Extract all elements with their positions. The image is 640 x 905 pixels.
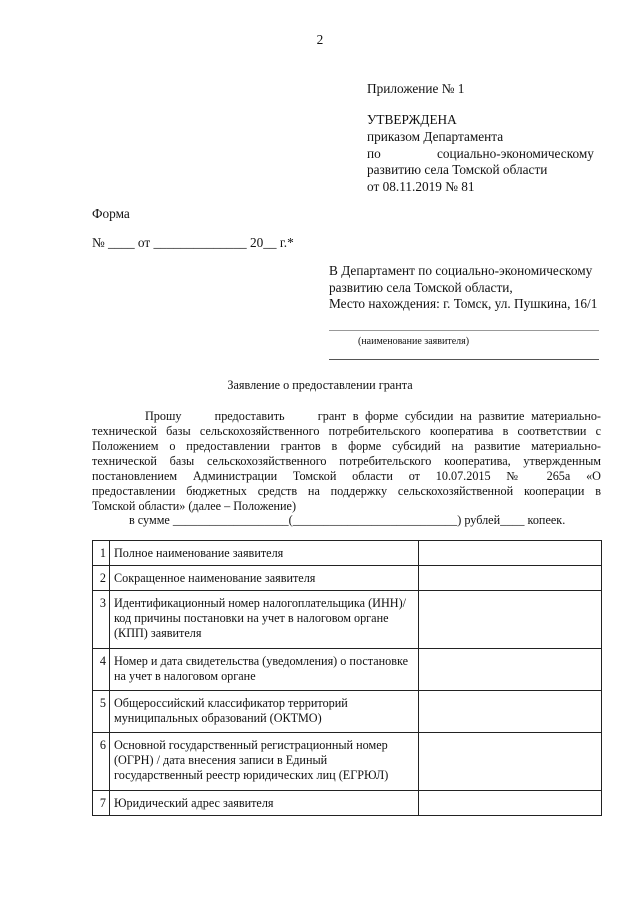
row-value-field[interactable]: [419, 591, 602, 649]
row-number: 3: [93, 591, 110, 649]
row-number: 5: [93, 691, 110, 733]
row-number: 7: [93, 791, 110, 816]
applicant-name-line-2: [329, 359, 599, 360]
row-number: 6: [93, 733, 110, 791]
approval-line1: приказом Департамента: [367, 129, 504, 144]
row-value-field[interactable]: [419, 566, 602, 591]
row-value-field[interactable]: [419, 691, 602, 733]
body-line-2: технической базы сельскохозяйственного потребительского кооператива в соответствии с: [92, 424, 601, 438]
row-number: 1: [93, 541, 110, 566]
addressee-line2: развитию села Томской области,: [329, 280, 513, 295]
appendix-label: Приложение № 1: [367, 81, 465, 96]
number-date-line: № ____ от ______________ 20__ г.*: [92, 235, 294, 250]
row-label: Полное наименование заявителя: [110, 541, 419, 566]
row-label: Общероссийский классификатор территорий муниципальных образований (ОКТМО): [110, 691, 419, 733]
approval-line4: от 08.11.2019 № 81: [367, 179, 475, 194]
applicant-caption: (наименование заявителя): [358, 336, 470, 347]
approval-line2-suffix: социально-экономическому: [437, 146, 594, 161]
table-row: [93, 649, 602, 691]
page-number: 2: [316, 32, 324, 47]
table-row: [93, 566, 602, 591]
body-line-3: Положением о предоставлении грантов в форме субсидий на развитие материально-: [92, 439, 601, 453]
applicant-data-table: [92, 540, 602, 816]
row-value-field[interactable]: [419, 791, 602, 816]
addressee-line1: В Департамент по социально-экономическому: [329, 263, 593, 278]
row-number: 2: [93, 566, 110, 591]
row-label: Номер и дата свидетельства (уведомления) о постановке на учет в налоговом органе: [110, 649, 419, 691]
row-value-field[interactable]: [419, 733, 602, 791]
body-line-4: технической базы сельскохозяйственного потребительского кооператива, утвержденным: [92, 454, 601, 468]
table-row: [93, 691, 602, 733]
row-label: Юридический адрес заявителя: [110, 791, 419, 816]
amount-line: в сумме ___________________(___________________________) рублей____ копеек.: [129, 513, 566, 527]
table-row: [93, 591, 602, 649]
row-label: Сокращенное наименование заявителя: [110, 566, 419, 591]
table-row: [93, 791, 602, 816]
form-label: Форма: [92, 206, 130, 221]
body-line-5: постановлением Администрации Томской области от 10.07.2015 № 265а «О: [92, 469, 601, 483]
approval-line3: развитию села Томской области: [367, 162, 548, 177]
addressee-line3: Место нахождения: г. Томск, ул. Пушкина, 16/1: [329, 296, 598, 311]
table-row: [93, 733, 602, 791]
applicant-name-line: [329, 330, 599, 331]
body-line-6: предоставлении бюджетных средств на поддержку сельскохозяйственной кооперации в: [92, 484, 601, 498]
approval-line2-prefix: по: [367, 146, 381, 161]
row-label: Идентификационный номер налогоплательщика (ИНН)/ код причины постановки на учет в налоговом органе (КПП) заявителя: [110, 591, 419, 649]
document-title: Заявление о предоставлении гранта: [227, 378, 413, 392]
body-line-1: Прошу предоставить грант в форме субсидии на развитие материально-: [145, 409, 601, 423]
body-line-7: Томской области» (далее – Положение): [92, 499, 297, 513]
row-value-field[interactable]: [419, 649, 602, 691]
table-row: [93, 541, 602, 566]
row-value-field[interactable]: [419, 541, 602, 566]
row-number: 4: [93, 649, 110, 691]
approval-title: УТВЕРЖДЕНА: [367, 112, 457, 127]
row-label: Основной государственный регистрационный номер (ОГРН) / дата внесения записи в Единый государственный реестр юридических лиц (ЕГРЮЛ): [110, 733, 419, 791]
